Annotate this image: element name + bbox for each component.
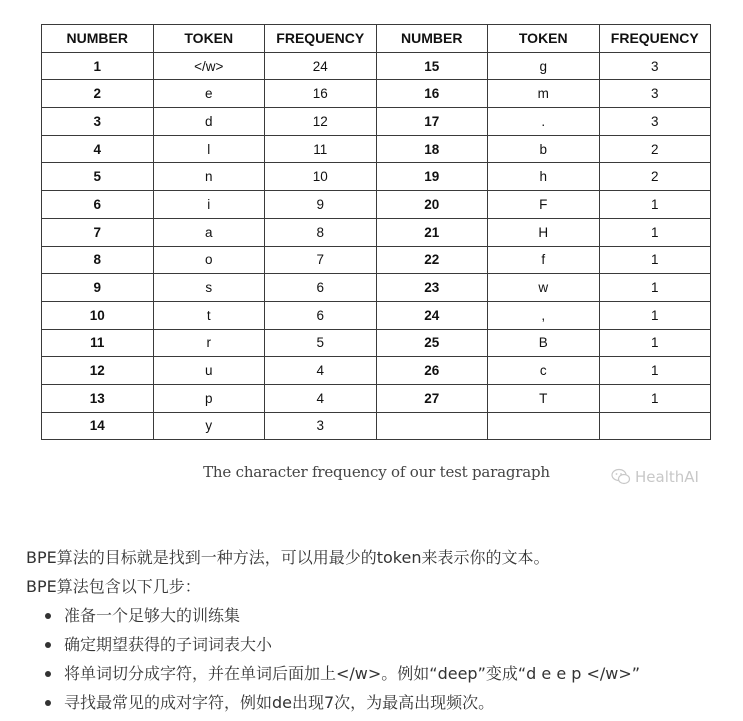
step-item: 确定期望获得的子词词表大小 [50, 630, 736, 659]
intro-paragraph: BPE算法的目标就是找到一种方法，可以用最少的token来表示你的文本。 [26, 548, 550, 567]
cell-token: B [488, 329, 600, 357]
cell-number: 22 [376, 246, 488, 274]
cell-number: 9 [42, 274, 154, 302]
cell-frequency: 2 [599, 135, 711, 163]
cell-token: T [488, 384, 600, 412]
cell-frequency: 6 [265, 274, 377, 302]
cell-frequency: 1 [599, 384, 711, 412]
step-item: 准备一个足够大的训练集 [50, 601, 736, 630]
cell-frequency: 1 [599, 274, 711, 302]
cell-token: , [488, 301, 600, 329]
cell-number: 17 [376, 108, 488, 136]
step-item: 将单词切分成字符，并在单词后面加上</w>。例如“deep”变成“d e e p </w>” [50, 659, 736, 688]
cell-token: g [488, 52, 600, 80]
cell-token: </w> [153, 52, 265, 80]
cell-frequency: 1 [599, 246, 711, 274]
table-row [42, 163, 711, 191]
cell-frequency: 5 [265, 329, 377, 357]
cell-number: 5 [42, 163, 154, 191]
cell-frequency: 3 [599, 80, 711, 108]
cell-number: 7 [42, 218, 154, 246]
cell-number: 2 [42, 80, 154, 108]
cell-frequency: 7 [265, 246, 377, 274]
table-header-row [42, 25, 711, 53]
article-body [26, 543, 736, 717]
cell-number: 21 [376, 218, 488, 246]
table-row [42, 357, 711, 385]
table-row [42, 329, 711, 357]
cell-frequency: 2 [599, 163, 711, 191]
cell-token: F [488, 191, 600, 219]
character-frequency-table [41, 24, 711, 440]
cell-token: t [153, 301, 265, 329]
cell-number: 25 [376, 329, 488, 357]
cell-frequency: 11 [265, 135, 377, 163]
cell-frequency: 3 [265, 412, 377, 440]
watermark [611, 468, 699, 486]
cell-token: h [488, 163, 600, 191]
cell-number: 4 [42, 135, 154, 163]
cell-token: c [488, 357, 600, 385]
cell-number: 18 [376, 135, 488, 163]
cell-frequency: 6 [265, 301, 377, 329]
table-row [42, 191, 711, 219]
cell-number: 3 [42, 108, 154, 136]
header-token-right: TOKEN [488, 25, 600, 53]
table-row [42, 52, 711, 80]
header-frequency-left: FREQUENCY [265, 25, 377, 53]
step-item: 寻找最常见的成对字符，例如de出现7次，为最高出现频次。 [50, 688, 736, 717]
cell-frequency: 10 [265, 163, 377, 191]
cell-token: m [488, 80, 600, 108]
cell-number: 1 [42, 52, 154, 80]
cell-frequency: 4 [265, 357, 377, 385]
steps-intro: BPE算法包含以下几步： [26, 577, 201, 596]
cell-token: n [153, 163, 265, 191]
cell-frequency: 3 [599, 52, 711, 80]
cell-number: 16 [376, 80, 488, 108]
cell-frequency: 9 [265, 191, 377, 219]
cell-frequency: 1 [599, 329, 711, 357]
cell-frequency: 1 [599, 357, 711, 385]
cell-frequency [599, 412, 711, 440]
table-row [42, 301, 711, 329]
cell-token: b [488, 135, 600, 163]
cell-number: 15 [376, 52, 488, 80]
table-row [42, 108, 711, 136]
cell-number: 11 [42, 329, 154, 357]
cell-token: e [153, 80, 265, 108]
cell-number: 26 [376, 357, 488, 385]
cell-token: s [153, 274, 265, 302]
cell-token: a [153, 218, 265, 246]
cell-token: u [153, 357, 265, 385]
cell-token: p [153, 384, 265, 412]
watermark-text: HealthAI [635, 468, 699, 486]
table-row [42, 412, 711, 440]
table-row [42, 135, 711, 163]
cell-number: 8 [42, 246, 154, 274]
cell-token: y [153, 412, 265, 440]
cell-number: 24 [376, 301, 488, 329]
cell-number: 10 [42, 301, 154, 329]
cell-token: d [153, 108, 265, 136]
steps-list [26, 601, 736, 717]
cell-number: 27 [376, 384, 488, 412]
table-row [42, 218, 711, 246]
header-token-left: TOKEN [153, 25, 265, 53]
cell-number: 12 [42, 357, 154, 385]
cell-frequency: 24 [265, 52, 377, 80]
cell-token: H [488, 218, 600, 246]
table-caption: The character frequency of our test paragraph [203, 463, 550, 481]
cell-number: 6 [42, 191, 154, 219]
cell-token [488, 412, 600, 440]
cell-number: 19 [376, 163, 488, 191]
cell-number [376, 412, 488, 440]
cell-number: 23 [376, 274, 488, 302]
cell-token: o [153, 246, 265, 274]
table-row [42, 384, 711, 412]
cell-token: f [488, 246, 600, 274]
cell-token: i [153, 191, 265, 219]
cell-token: . [488, 108, 600, 136]
cell-frequency: 4 [265, 384, 377, 412]
cell-token: l [153, 135, 265, 163]
header-frequency-right: FREQUENCY [599, 25, 711, 53]
cell-number: 14 [42, 412, 154, 440]
cell-number: 20 [376, 191, 488, 219]
cell-token: r [153, 329, 265, 357]
header-number-right: NUMBER [376, 25, 488, 53]
cell-frequency: 3 [599, 108, 711, 136]
cell-frequency: 1 [599, 218, 711, 246]
table-row [42, 274, 711, 302]
cell-token: w [488, 274, 600, 302]
table-row [42, 246, 711, 274]
cell-number: 13 [42, 384, 154, 412]
header-number-left: NUMBER [42, 25, 154, 53]
cell-frequency: 1 [599, 191, 711, 219]
cell-frequency: 12 [265, 108, 377, 136]
cell-frequency: 8 [265, 218, 377, 246]
table-row [42, 80, 711, 108]
cell-frequency: 1 [599, 301, 711, 329]
cell-frequency: 16 [265, 80, 377, 108]
wechat-icon [611, 468, 631, 486]
